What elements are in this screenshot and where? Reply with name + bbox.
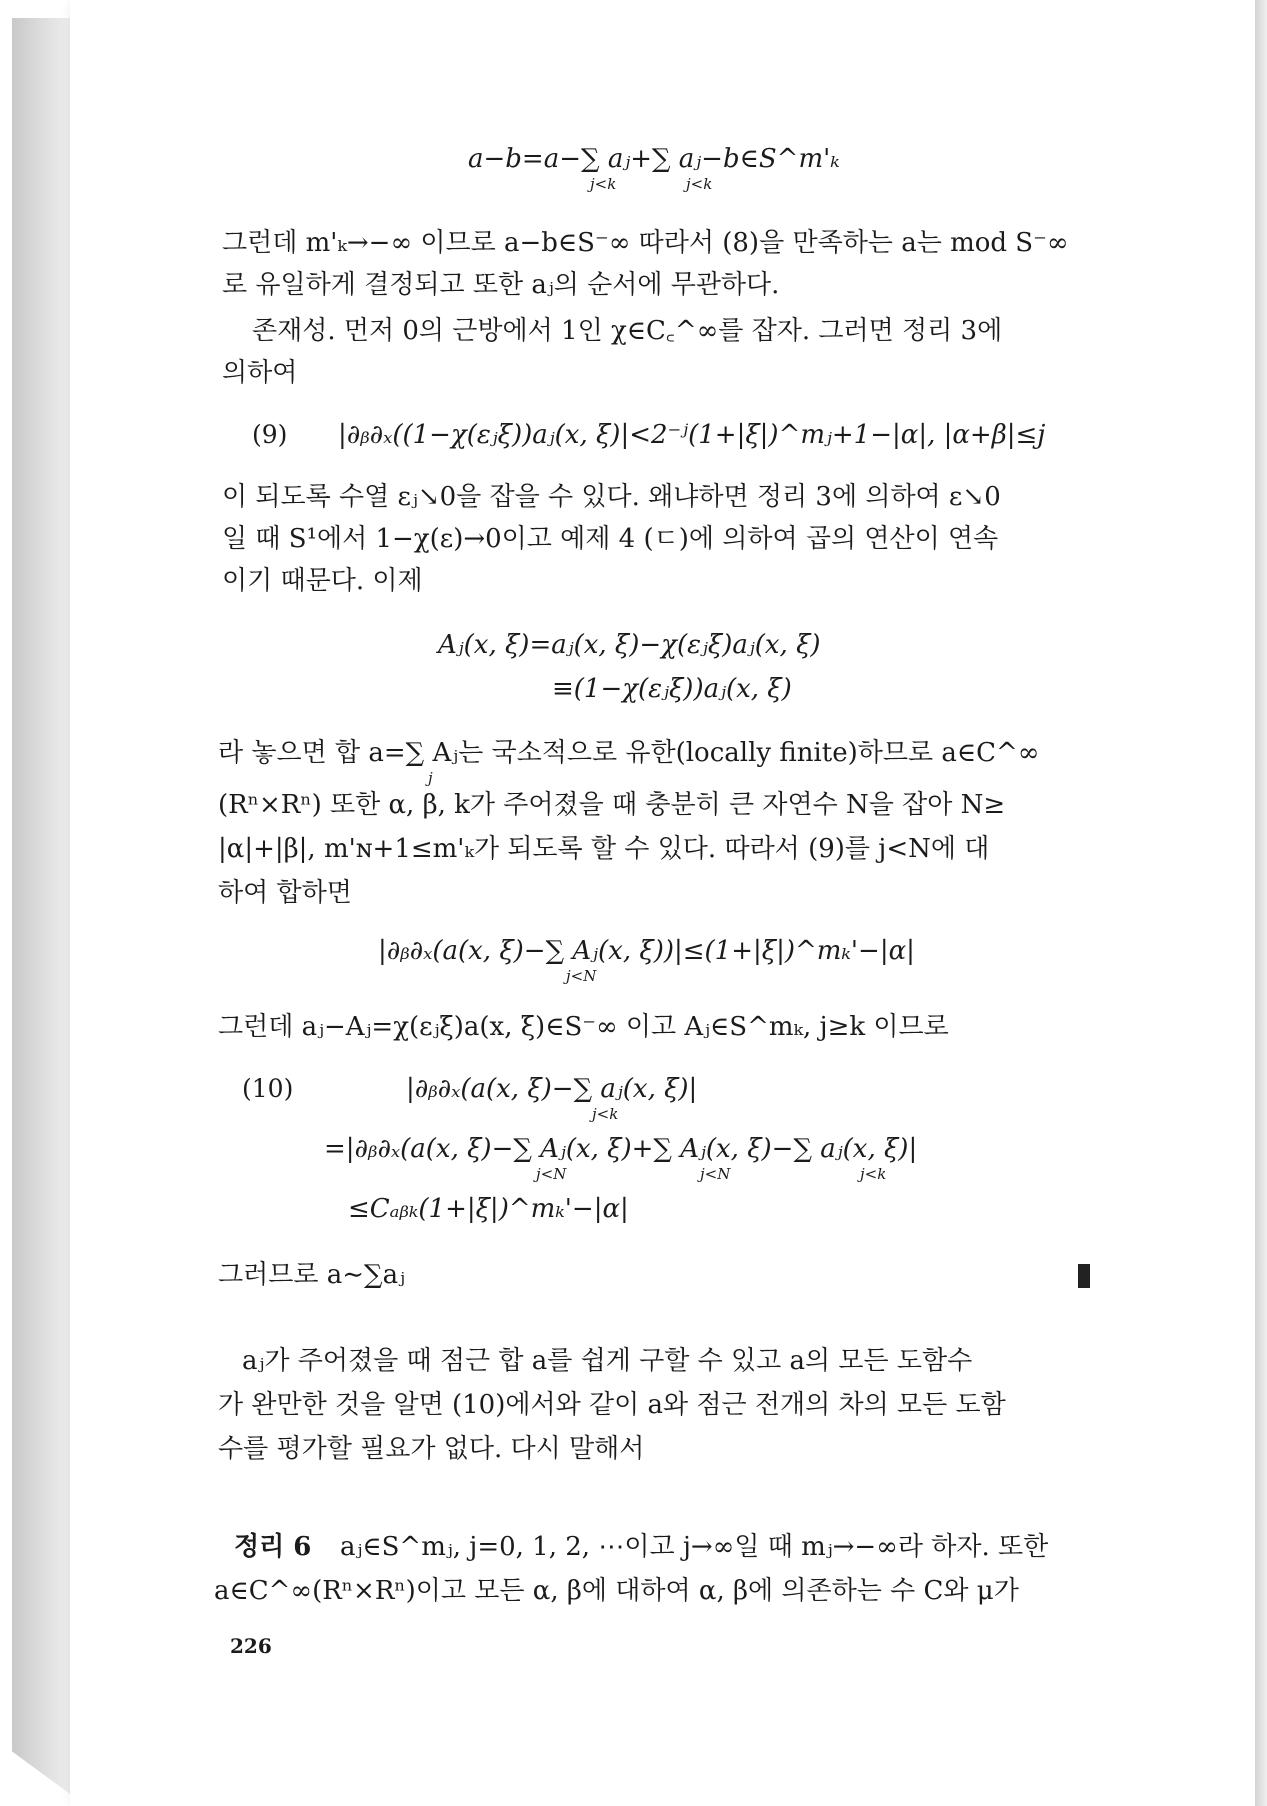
equation-10-subscript: j<k: [860, 1165, 887, 1183]
end-of-proof-mark: [1078, 1264, 1090, 1288]
text-line: 그런데 m'ₖ→−∞ 이므로 a−b∈S⁻∞ 따라서 (8)을 만족하는 a는 mod S⁻∞: [222, 228, 1069, 258]
text-line: 이 되도록 수열 εⱼ↘0을 잡을 수 있다. 왜냐하면 정리 3에 의하여 ε↘0: [222, 482, 1001, 512]
equation-top-subscript: j<k: [590, 175, 617, 193]
book-page: [70, 0, 1255, 1806]
theorem-label: 정리 6: [234, 1532, 312, 1562]
text-line: 존재성. 먼저 0의 근방에서 1인 χ∈C꜀^∞를 잡자. 그러면 정리 3에: [252, 316, 1003, 346]
text-line: 수를 평가할 필요가 없다. 다시 말해서: [218, 1434, 645, 1464]
text-line: |α|+|β|, m'ɴ+1≤m'ₖ가 되도록 할 수 있다. 따라서 (9)를 j<N에 대: [218, 834, 990, 864]
text-line: 그런데 aⱼ−Aⱼ=χ(εⱼξ)a(x, ξ)∈S⁻∞ 이고 Aⱼ∈S^mₖ, j≥k 이므로: [218, 1012, 949, 1042]
text-line: 하여 합하면: [218, 878, 352, 908]
text-line: 그러므로 a∼∑aⱼ: [218, 1260, 405, 1290]
text-line: 라 놓으면 합 a=∑ Aⱼ는 국소적으로 유한(locally finite)하므로 a∈C^∞: [218, 738, 1040, 768]
equation-10-line2: =|∂ᵦ∂ₓ(a(x, ξ)−∑ Aⱼ(x, ξ)+∑ Aⱼ(x, ξ)−∑ aⱼ(x, ξ)|: [324, 1134, 918, 1164]
equation-top: a−b=a−∑ aⱼ+∑ aⱼ−b∈S^m'ₖ: [468, 144, 840, 174]
equation-9: |∂ᵦ∂ₓ((1−χ(εⱼξ))aⱼ(x, ξ)|<2⁻ʲ(1+|ξ|)^mⱼ+1−|α|, |α+β|≤j: [338, 420, 1046, 450]
equation-N-subscript: j<N: [566, 967, 597, 985]
equation-number-9: (9): [252, 420, 288, 449]
text-line: 가 완만한 것을 알면 (10)에서와 같이 a와 점근 전개의 차의 모든 도함: [218, 1390, 1006, 1420]
equation-10-subscript: j<N: [700, 1165, 731, 1183]
text-line: aⱼ가 주어졌을 때 점근 합 a를 쉽게 구할 수 있고 a의 모든 도함수: [242, 1346, 973, 1376]
book-side-edge: [12, 18, 70, 1794]
text-line: (Rⁿ×Rⁿ) 또한 α, β, k가 주어졌을 때 충분히 큰 자연수 N을 잡아 N≥: [218, 790, 1006, 820]
equation-number-10: (10): [242, 1074, 294, 1103]
sum-subscript: j: [428, 769, 433, 787]
text-line: 이기 때문다. 이제: [222, 566, 423, 596]
text-line: 로 유일하게 결정되고 또한 aⱼ의 순서에 무관하다.: [222, 270, 780, 300]
text-line: 일 때 S¹에서 1−χ(ε)→0이고 예제 4 (ㄷ)에 의하여 곱의 연산이 연속: [222, 524, 999, 554]
equation-10-line1: |∂ᵦ∂ₓ(a(x, ξ)−∑ aⱼ(x, ξ)|: [406, 1074, 698, 1104]
text-line: aⱼ∈S^mⱼ, j=0, 1, 2, ⋯이고 j→∞일 때 mⱼ→−∞라 하자. 또한: [340, 1532, 1049, 1562]
equation-top-subscript: j<k: [686, 175, 713, 193]
equation-A-line1: Aⱼ(x, ξ)=aⱼ(x, ξ)−χ(εⱼξ)aⱼ(x, ξ): [438, 630, 821, 660]
equation-10-subscript: j<k: [592, 1105, 619, 1123]
equation-A-line2: ≡(1−χ(εⱼξ))aⱼ(x, ξ): [552, 674, 792, 704]
equation-N: |∂ᵦ∂ₓ(a(x, ξ)−∑ Aⱼ(x, ξ))|≤(1+|ξ|)^mₖ'−|α|: [378, 936, 915, 966]
text-line: a∈C^∞(Rⁿ×Rⁿ)이고 모든 α, β에 대하여 α, β에 의존하는 수 C와 μ가: [214, 1576, 1019, 1606]
equation-10-line3: ≤Cₐᵦₖ(1+|ξ|)^mₖ'−|α|: [348, 1194, 629, 1224]
text-line: 의하여: [222, 358, 298, 388]
page-number: 226: [230, 1634, 272, 1658]
equation-10-subscript: j<N: [536, 1165, 567, 1183]
